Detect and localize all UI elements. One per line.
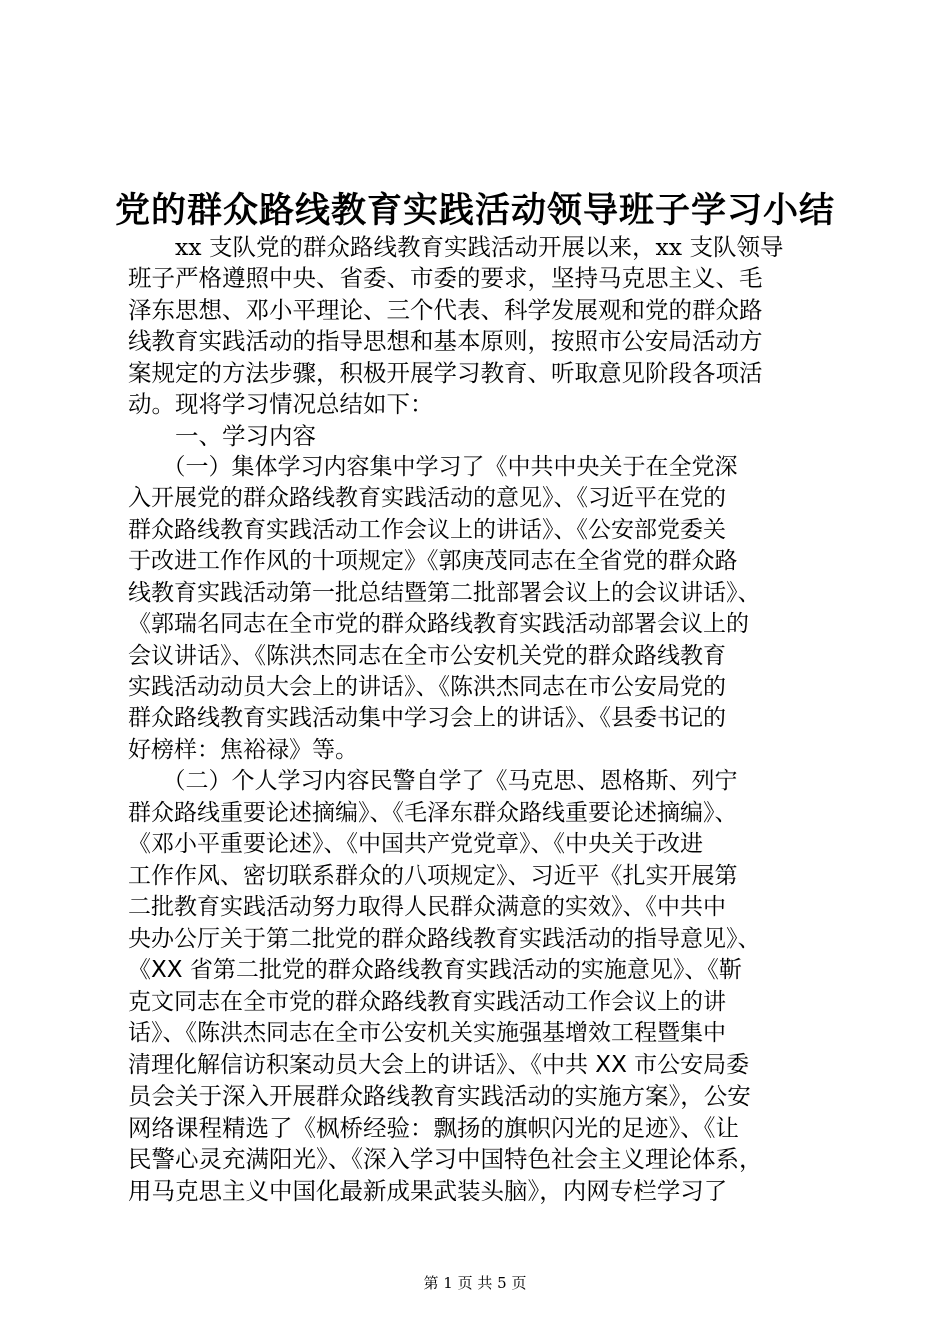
body-line: 群众路线重要论述摘编》、《毛泽东群众路线重要论述摘编》、 xyxy=(128,800,738,826)
body-line: 工作作风、密切联系群众的八项规定》、习近平《扎实开展第 xyxy=(128,863,738,889)
body-line: 线教育实践活动第一批总结暨第二批部署会议上的会议讲话》、 xyxy=(128,580,761,606)
page-footer: 第 1 页 共 5 页 xyxy=(423,1274,527,1292)
body-line: 二批教育实践活动努力取得人民群众满意的实效》、《中共中 xyxy=(128,894,726,920)
body-line: 群众路线教育实践活动集中学习会上的讲话》、《县委书记的 xyxy=(128,705,726,731)
body-line: （一）集体学习内容集中学习了《中共中央关于在全党深 xyxy=(128,454,738,480)
body-line: 会议讲话》、《陈洪杰同志在全市公安机关党的群众路线教育 xyxy=(128,643,726,669)
body-line: 好榜样：焦裕禄》等。 xyxy=(128,737,358,763)
body-line: 员会关于深入开展群众路线教育实践活动的实施方案》，公安 xyxy=(128,1082,751,1110)
body-line: 央办公厅关于第二批党的群众路线教育实践活动的指导意见》、 xyxy=(128,926,761,952)
body-line: xx 支队党的群众路线教育实践活动开展以来，xx 支队领导 xyxy=(128,233,784,261)
body-line: 用马克思主义中国化最新成果武装头脑》，内网专栏学习了 xyxy=(128,1177,728,1205)
body-line: （二）个人学习内容民警自学了《马克思、恩格斯、列宁 xyxy=(128,768,738,794)
body-line: 入开展党的群众路线教育实践活动的意见》、《习近平在党的 xyxy=(128,485,726,511)
body-line: 实践活动动员大会上的讲话》、《陈洪杰同志在市公安局党的 xyxy=(128,674,726,700)
body-line: 一、学习内容 xyxy=(128,422,316,450)
body-line: 话》、《陈洪杰同志在全市公安机关实施强基增效工程暨集中 xyxy=(128,1020,726,1046)
body-line: 泽东思想、邓小平理论、三个代表、科学发展观和党的群众路 xyxy=(128,296,763,324)
body-line: 于改进工作作风的十项规定》《郭庚茂同志在全省党的群众路 xyxy=(128,548,738,574)
body-line: 清理化解信访积案动员大会上的讲话》、《中共 XX 市公安局委 xyxy=(128,1052,750,1078)
document-title: 党的群众路线教育实践活动领导班子学习小结 xyxy=(114,190,835,231)
body-line: 线教育实践活动的指导思想和基本原则，按照市公安局活动方 xyxy=(128,327,763,355)
body-line: 班子严格遵照中央、省委、市委的要求，坚持马克思主义、毛 xyxy=(128,264,763,292)
body-line: 群众路线教育实践活动工作会议上的讲话》、《公安部党委关 xyxy=(128,517,726,543)
body-line: 克文同志在全市党的群众路线教育实践活动工作会议上的讲 xyxy=(128,989,726,1015)
body-line: 《邓小平重要论述》、《中国共产党党章》、《中央关于改进 xyxy=(128,831,703,857)
body-line: 案规定的方法步骤，积极开展学习教育、听取意见阶段各项活 xyxy=(128,359,763,387)
body-line: 《XX 省第二批党的群众路线教育实践活动的实施意见》、《靳 xyxy=(128,957,742,983)
body-line: 民警心灵充满阳光》、《深入学习中国特色社会主义理论体系， xyxy=(128,1145,763,1173)
body-line: 网络课程精选了《枫桥经验：飘扬的旗帜闪光的足迹》、《让 xyxy=(128,1114,739,1142)
body-line: 动。现将学习情况总结如下： xyxy=(128,390,434,418)
body-line: 《郭瑞名同志在全市党的群众路线教育实践活动部署会议上的 xyxy=(128,611,749,637)
